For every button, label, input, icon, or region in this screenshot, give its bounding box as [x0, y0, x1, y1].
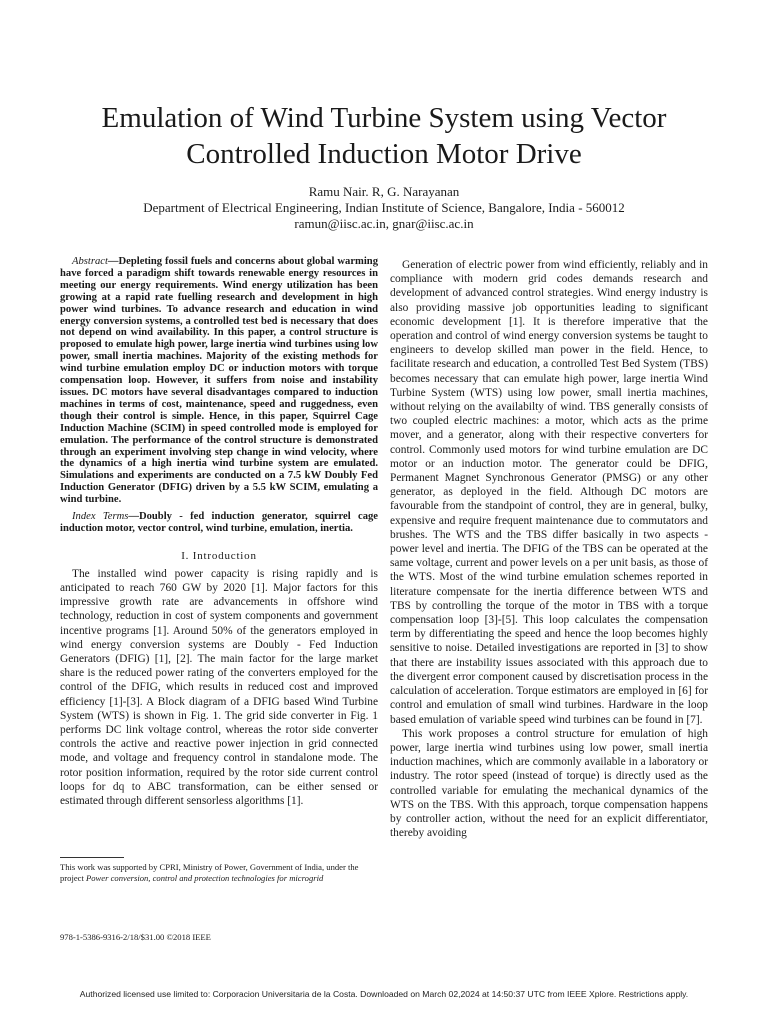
license-notice: Authorized licensed use limited to: Corporacion Universitaria de la Costa. Downloaded on March 02,2024 at 14:50:37 UTC from IEEE Xplore. Restrictions apply.	[79, 989, 689, 999]
index-terms	[60, 511, 378, 535]
right-paragraph-2: This work proposes a control structure for emulation of high power, large inertia wind turbines using low power, small inertia induction machines, which are commonly available in a laboratory or industry. The rotor speed (instead of torque) is directly used as the controlled variable for emulating the mechanical dynamics of the WTS on the TBS. With this approach, torque compensation happens by controller action, without the need for an explicit differentiator, thereby avoiding	[390, 727, 708, 840]
paper-title	[40, 100, 728, 172]
section-heading-introduction: I. Introduction	[181, 549, 257, 562]
author-affiliation: Department of Electrical Engineering, Indian Institute of Science, Bangalore, India - 560012	[143, 200, 625, 215]
left-column	[60, 256, 378, 808]
right-column	[390, 258, 708, 840]
right-paragraph-1: Generation of electric power from wind efficiently, reliably and in compliance with modern grid codes demands research and development of advanced control strategies. Wind energy industry is also providing massive job opportunities leading to significant economic development [1]. It is therefore imperative that the operation and control of wind energy conversion systems be taught to engineers to develop skilled man power in the field. Hence, to facilitate research and education, a controlled Test Bed System (TBS) becomes necessary that can emulate high power, large inertia Wind Turbine System (WTS) using low power, small inertia machines, without relying on the availabilty of wind. TBS generally consists of two coupled electric machines: a motor, which acts as the prime mover, and a generator, along with their respective converters for control. Commonly used motors for wind turbine emulation are DC motor or an induction motor. The generator could be DFIG, Permanent Magnet Synchronous Generator (PMSG) or any other generator, as deployed in the field. Although DC motors are favourable from the standpoint of control, they are in general, bulky, expensive and require frequent maintenance due to commutators and brushes. The WTS and the TBS differ basically in two aspects - power level and inertia. The DFIG of the TBS can be operated at the same voltage, current and power levels on a per unit basis, as those of the WTS. Most of the wind turbine emulation schemes reported in literature compensate for the inertia difference between WTS and TBS by controlling the torque of the motor in TBS with a torque compensation loop [3]-[5]. This loop calculates the compensation term by differentiating the speed and hence the loop becomes highly sensitive to noise. Detailed investigations are reported in [3] to show that there are instability issues associated with this approach due to the divergent error component caused by discretisation process in the calculation of acceleration. Torque estimators are employed in [6] for control and emulation of small wind turbines. Hardware in the loop based emulation of variable speed wind turbines can be found in [7].	[390, 259, 708, 726]
title-line-1: Emulation of Wind Turbine System using Vector	[101, 102, 667, 134]
author-block	[40, 184, 728, 232]
author-names: Ramu Nair. R, G. Narayanan	[308, 184, 460, 199]
isbn-copyright: 978-1-5386-9316-2/18/$31.00 ©2018 IEEE	[60, 932, 211, 942]
author-emails: ramun@iisc.ac.in, gnar@iisc.ac.in	[294, 216, 474, 231]
footnote-text: This work was supported by CPRI, Ministry of Power, Government of India, under the project	[60, 862, 359, 883]
index-terms-text: —Doubly - fed induction generator, squirrel cage induction motor, vector control, wind turbine, emulation, inertia.	[60, 511, 378, 534]
abstract-text: —Depleting fossil fuels and concerns about global warming have forced a paradigm shift towards renewable energy resources in meeting our energy requirements. Wind energy utilization has been growing at a rapid rate fuelling research and development in high power wind turbines. To advance research and education in wind energy conversion systems, a controlled test bed is necessary that does not depend on wind availability. In this paper, a control structure is proposed to emulate high power, large inertia wind turbines using low power, small inertia machines. Majority of the existing methods for wind turbine emulation employ DC or induction motors with torque compensation loop. However, it suffers from noise and instability issues. DC motors have several disadvantages compared to induction machines in terms of cost, maintenance, speed and ruggedness, even though their control is simple. Hence, in this paper, Squirrel Cage Induction Machine (SCIM) in speed controlled mode is employed for emulation. The performance of the control structure is demonstrated through an experiment involving step change in wind velocity, where the dynamics of a high inertia wind turbine system are emulated. Simulations and experiments are conducted on a 7.5 kW Doubly Fed Induction Generator (DFIG) driven by a 5.5 kW SCIM, emulating a wind turbine.	[60, 256, 378, 506]
abstract	[60, 256, 378, 506]
footnote-project-title: Power conversion, control and protection technologies for microgrid	[86, 872, 324, 883]
funding-footnote	[60, 862, 378, 883]
footnote-divider	[60, 857, 124, 858]
intro-paragraph-1: The installed wind power capacity is rising rapidly and is anticipated to reach 760 GW by 2020 [1]. Major factors for this impressive growth rate are advancements in offshore wind technology, reduction in cost of system components and government incentive programs [1]. Around 50% of the generators employed in wind energy conversion systems are Doubly - Fed Induction Generators (DFIG) [1], [2]. The main factor for the large market share is the reduced power rating of the converters employed for the control of the DFIG, which results in reduced cost and improved efficiency [1]-[3]. A Block diagram of a DFIG based Wind Turbine System (WTS) is shown in Fig. 1. The grid side converter in Fig. 1 performs DC link voltage control, whereas the rotor side converter controls the active and reactive power injection in grid connected mode, and voltage and frequency control in standalone mode. The rotor position information, required by the rotor side current control loops for dq to ABC transformation, can be either sensed or estimated through different sensorless algorithms [1].	[60, 567, 378, 808]
index-terms-lead: Index Terms	[72, 511, 129, 523]
title-line-2: Controlled Induction Motor Drive	[186, 138, 582, 170]
abstract-lead: Abstract	[72, 256, 108, 267]
